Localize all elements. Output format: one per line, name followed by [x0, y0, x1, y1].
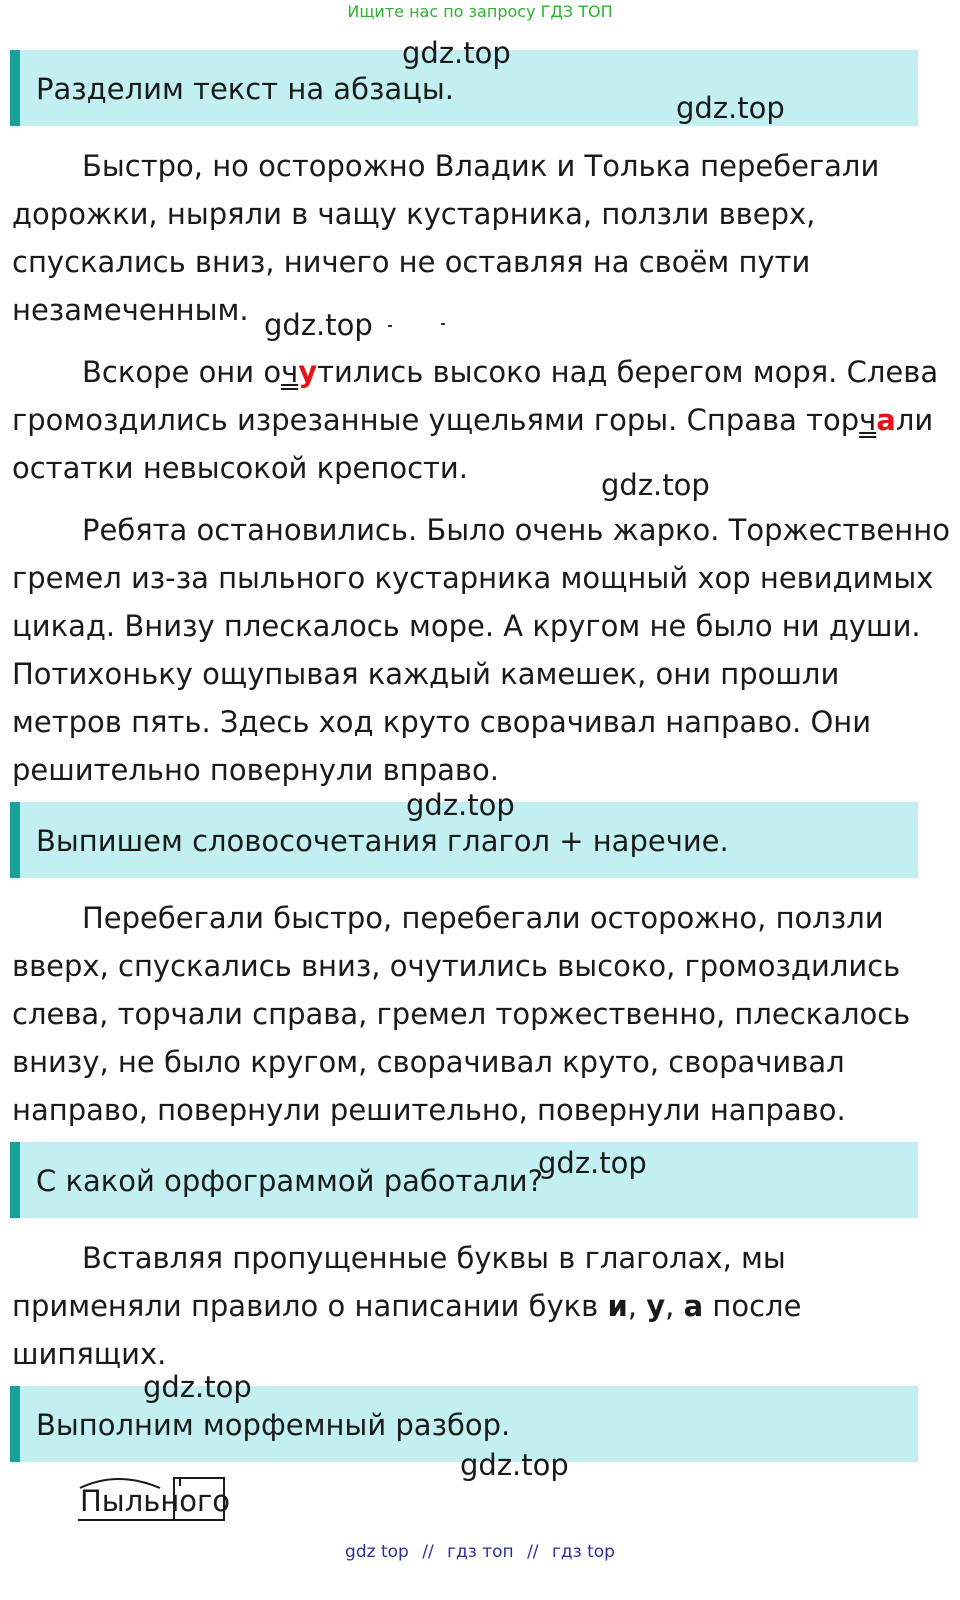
text-fragment: ,: [665, 1289, 684, 1323]
footer-separator: //: [527, 1542, 539, 1562]
text-fragment: ,: [627, 1289, 647, 1323]
scan-speck: [441, 323, 445, 325]
text-line: направо, повернули решительно, повернули направо.: [12, 1093, 846, 1127]
text-line: незамеченным.: [12, 293, 249, 327]
search-banner[interactable]: Ищите нас по запросу ГДЗ ТОП: [347, 2, 613, 21]
text-fragment: ли: [895, 403, 934, 437]
text-paragraph-2: [12, 348, 942, 492]
morpheme-analysis: [76, 1474, 231, 1524]
text-fragment: Вскоре они о: [82, 355, 282, 389]
morpheme-word: Пыльного: [80, 1484, 231, 1518]
underlined-letter: ч: [281, 355, 299, 389]
text-line: гремел из-за пыльного кустарника мощный хор невидимых: [12, 561, 934, 595]
inserted-letter: у: [298, 355, 318, 389]
bold-letter: а: [683, 1289, 704, 1323]
watermark: gdz.top: [538, 1146, 647, 1180]
text-line: остатки невысокой крепости.: [12, 451, 468, 485]
text-fragment: тились высоко над берегом моря. Слева: [317, 355, 939, 389]
watermark: gdz.top: [601, 468, 710, 502]
footer-separator: //: [422, 1542, 434, 1562]
text-line: [12, 396, 942, 444]
text-paragraph-3: [12, 506, 950, 794]
text-line: вверх, спускались вниз, очутились высоко, громоздились: [12, 949, 901, 983]
bold-letter: у: [646, 1289, 666, 1323]
watermark: gdz.top: [676, 91, 785, 125]
text-paragraph-phrases: [12, 894, 942, 1134]
footer-link[interactable]: gdz top: [345, 1542, 409, 1562]
watermark: gdz.top: [406, 788, 515, 822]
text-line: Ребята остановились. Было очень жарко. Торжественно: [82, 513, 950, 547]
bold-letter: и: [607, 1289, 628, 1323]
footer-links: [0, 1542, 960, 1562]
inserted-letter: а: [876, 403, 896, 437]
text-line: дорожки, ныряли в чащу кустарника, ползли вверх,: [12, 197, 816, 231]
text-line: [12, 1282, 942, 1330]
text-line: Потихоньку ощупывая каждый камешек, они прошли: [12, 657, 840, 691]
text-line: метров пять. Здесь ход круто сворачивал направо. Они: [12, 705, 872, 739]
section-heading-text: Выпишем словосочетания глагол + наречие.: [36, 824, 729, 858]
footer-link[interactable]: гдз top: [551, 1542, 615, 1562]
text-line: Перебегали быстро, перебегали осторожно, ползли: [82, 901, 884, 935]
watermark: gdz.top: [264, 308, 373, 342]
text-paragraph-orthogram: [12, 1234, 942, 1378]
text-line: шипящих.: [12, 1337, 167, 1371]
text-line: [12, 348, 942, 396]
text-line: цикад. Внизу плескалось море. А кругом не было ни души.: [12, 609, 921, 643]
text-fragment: применяли правило о написании букв: [12, 1289, 608, 1323]
text-paragraph-1: [12, 142, 942, 334]
text-line: решительно повернули вправо.: [12, 753, 499, 787]
scan-speck: [388, 325, 392, 327]
text-fragment: после: [703, 1289, 802, 1323]
section-heading-orthogram: [10, 1142, 918, 1218]
section-heading-text: С какой орфограммой работали?: [36, 1164, 543, 1198]
footer-link[interactable]: гдз топ: [447, 1542, 514, 1562]
text-line: слева, торчали справа, гремел торжественно, плескалось: [12, 997, 911, 1031]
section-heading-text: Выполним морфемный разбор.: [36, 1408, 511, 1442]
watermark: gdz.top: [460, 1448, 569, 1482]
watermark: gdz.top: [143, 1370, 252, 1404]
text-fragment: громоздились изрезанные ущельями горы. Справа тор: [12, 403, 860, 437]
underlined-letter: ч: [859, 403, 877, 437]
text-line: Быстро, но осторожно Владик и Толька перебегали: [82, 149, 880, 183]
text-line: внизу, не было кругом, сворачивал круто, сворачивал: [12, 1045, 845, 1079]
watermark: gdz.top: [402, 36, 511, 70]
section-heading-text: Разделим текст на абзацы.: [36, 72, 455, 106]
text-line: спускались вниз, ничего не оставляя на своём пути: [12, 245, 811, 279]
text-line: Вставляя пропущенные буквы в глаголах, мы: [82, 1241, 786, 1275]
